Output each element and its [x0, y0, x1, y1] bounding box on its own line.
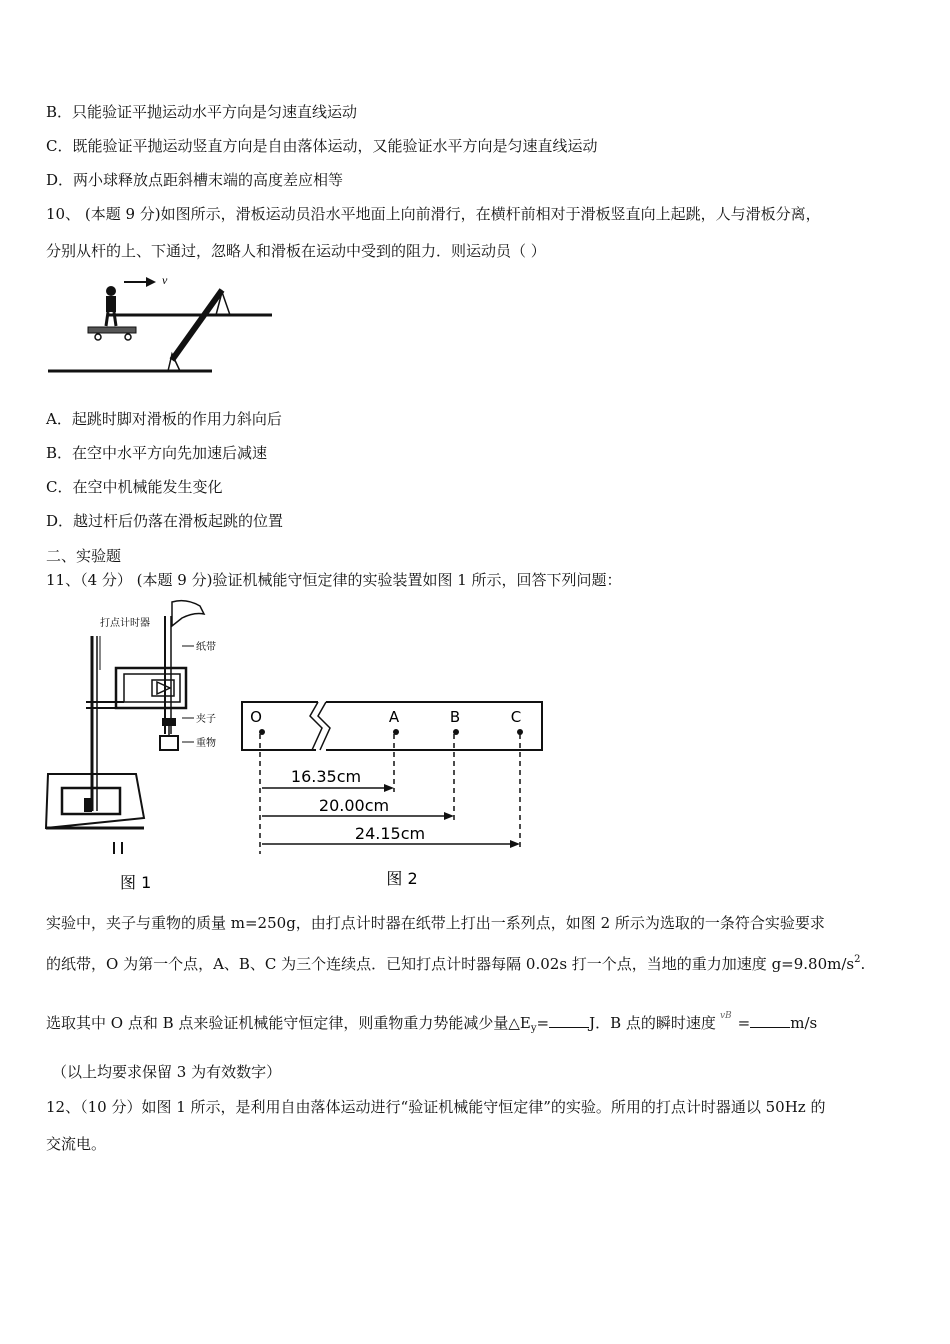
q9-option-c: C．既能验证平抛运动竖直方向是自由落体运动，又能验证水平方向是匀速直线运动	[46, 137, 598, 155]
q9-option-b: B．只能验证平抛运动水平方向是匀速直线运动	[46, 103, 358, 121]
q10-option-a: A．起跳时脚对滑板的作用力斜向后	[46, 410, 282, 428]
q11-paragraph-2-text: 的纸带，O 为第一个点，A、B、C 为三个连续点．已知打点计时器每隔 0.02s 打一个点，当地的重力加速度 g=9.80m/s	[46, 955, 855, 973]
point-label-b: B	[449, 708, 461, 726]
label-clip: 夹子	[196, 714, 216, 725]
distance-oa: 16.35cm	[290, 767, 362, 786]
q11-p3-text-a: 选取其中 O 点和 B 点来验证机械能守恒定律，则重物重力势能减少量△E	[46, 1014, 531, 1032]
q11-paragraph-2	[46, 950, 865, 974]
q9-option-d: D．两小球释放点距斜槽末端的高度差应相等	[46, 171, 344, 189]
q11-paragraph-2-end: .	[860, 955, 866, 973]
exponent: 2	[854, 954, 861, 965]
q11-figure-1-apparatus	[44, 596, 244, 896]
q11-figure-2-tape	[236, 694, 556, 894]
q11-paragraph-1: 实验中，夹子与重物的质量 m=250g，由打点计时器在纸带上打出一系列点，如图 2 所示为选取的一条符合实验要求	[46, 914, 825, 932]
q10-skateboard-figure	[44, 270, 284, 380]
q12-stem-line1: 12、（10 分）如图 1 所示，是利用自由落体运动进行“验证机械能守恒定律”的实验。所用的打点计时器通以 50Hz 的	[46, 1098, 826, 1116]
q11-p3-eq2: =	[737, 1014, 751, 1032]
q11-paragraph-3	[46, 1013, 817, 1039]
answer-blank-energy[interactable]	[549, 1013, 589, 1028]
answer-blank-velocity[interactable]	[750, 1013, 790, 1028]
label-timer: 打点计时器	[100, 618, 150, 629]
figure-1-caption: 图 1	[120, 873, 152, 892]
q10-option-b: B．在空中水平方向先加速后减速	[46, 444, 268, 462]
label-tape: 纸带	[196, 642, 216, 653]
distance-oc: 24.15cm	[354, 824, 426, 843]
section-heading: 二、实验题	[46, 547, 122, 565]
figure-2-caption: 图 2	[386, 869, 418, 888]
q11-stem: 11、（4 分） (本题 9 分)验证机械能守恒定律的实验装置如图 1 所示，回答下列问题：	[46, 571, 622, 589]
distance-ob: 20.00cm	[318, 796, 390, 815]
q10-stem-line2: 分别从杆的上、下通过，忽略人和滑板在运动中受到的阻力．则运动员（ ）	[46, 242, 546, 260]
point-label-o: O	[250, 708, 262, 726]
vb-symbol: vB	[719, 1011, 732, 1021]
q11-note: （以上均要求保留 3 为有效数字）	[52, 1063, 282, 1081]
q11-p3-unit: m/s	[790, 1014, 818, 1032]
q11-p3-text-c: J．B 点的瞬时速度	[589, 1014, 716, 1032]
velocity-label: v	[162, 273, 168, 287]
label-weight: 重物	[196, 738, 216, 749]
point-label-a: A	[388, 708, 400, 726]
q12-stem-line2: 交流电。	[46, 1135, 107, 1153]
q10-option-c: C．在空中机械能发生变化	[46, 478, 223, 496]
q11-p3-sub: y	[530, 1023, 537, 1034]
q10-option-d: D．越过杆后仍落在滑板起跳的位置	[46, 512, 284, 530]
point-label-c: C	[510, 708, 522, 726]
q11-p3-eq: =	[536, 1014, 550, 1032]
q10-stem-line1: 10、 (本题 9 分)如图所示，滑板运动员沿水平地面上向前滑行，在横杆前相对于滑板竖直向上起跳，人与滑板分离，	[46, 205, 821, 223]
